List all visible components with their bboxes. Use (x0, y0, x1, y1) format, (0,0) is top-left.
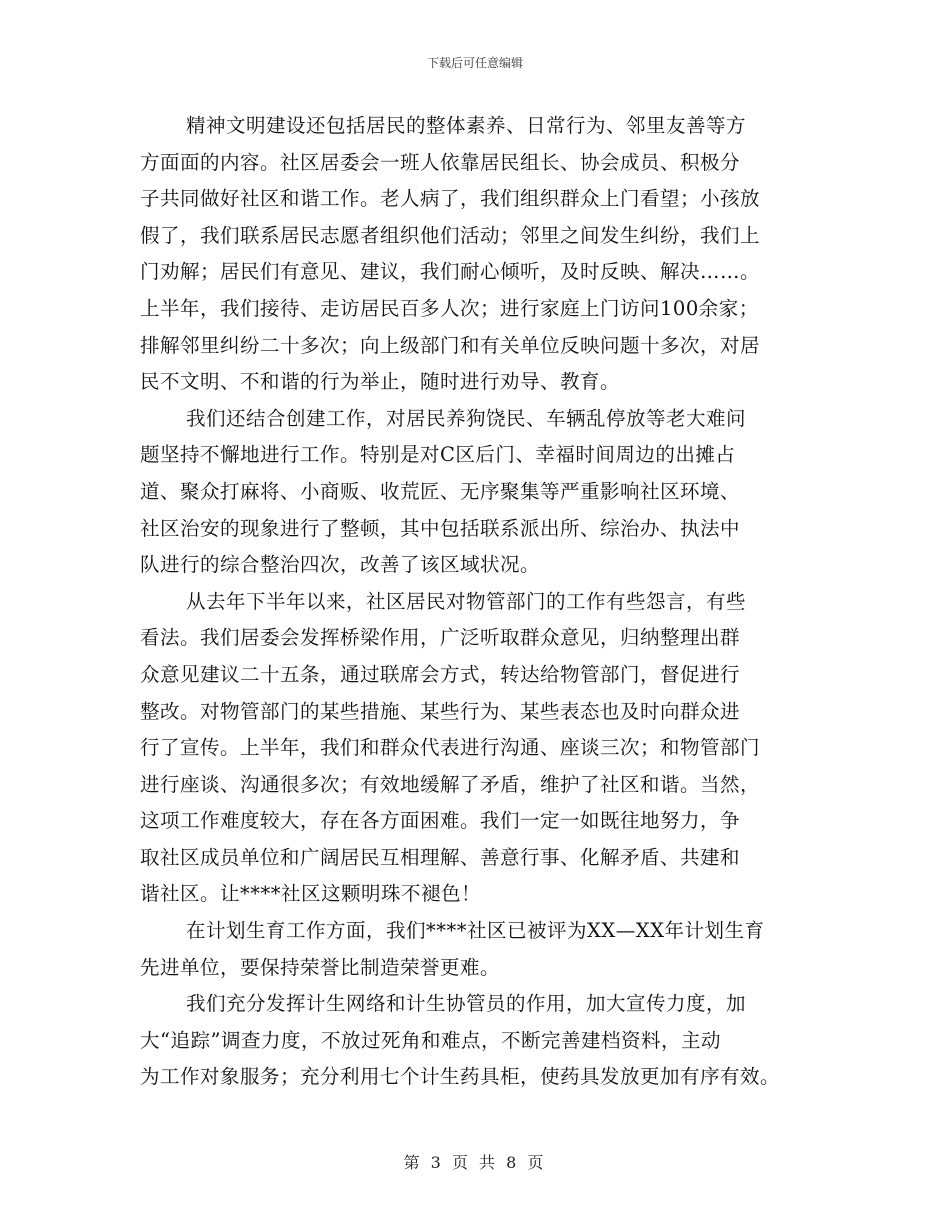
text-line: 上半年，我们接待、走访居民百多人次；进行家庭上门访问100余家； (140, 296, 759, 320)
text-line: 门劝解；居民们有意见、建议，我们耐心倾听，及时反映、解决……。 (140, 260, 761, 284)
text-line: 道、聚众打麻将、小商贩、收荒匠、无序聚集等严重影响社区环境、 (140, 479, 741, 503)
document-body (140, 108, 830, 1096)
text-line: 队进行的综合整治四次，改善了该区域状况。 (140, 553, 541, 577)
text-line: 进行座谈、沟通很多次；有效地缓解了矛盾，维护了社区和谐。当然， (140, 772, 761, 796)
text-line: 社区治安的现象进行了整顿，其中包括联系派出所、综治办、执法中 (140, 516, 741, 540)
text-line: 我们还结合创建工作，对居民养狗饶民、车辆乱停放等老大难问 (186, 406, 747, 430)
page-number: 第 3 页 共 8 页 (403, 1153, 547, 1172)
text-line: 假了，我们联系居民志愿者组织他们活动；邻里之间发生纠纷，我们上 (140, 223, 761, 247)
text-line: 谐社区。让****社区这颗明珠不褪色！ (140, 882, 482, 906)
text-line: 从去年下半年以来，社区居民对物管部门的工作有些怨言，有些 (186, 589, 747, 613)
text-line: 在计划生育工作方面，我们****社区已被评为XX—XX年计划生育 (186, 919, 765, 943)
text-line: 子共同做好社区和谐工作。老人病了，我们组织群众上门看望；小孩放 (140, 187, 761, 211)
page-header-note: 下载后可任意编辑 (426, 56, 523, 70)
text-line: 整改。对物管部门的某些措施、某些行为、某些表态也及时向群众进 (140, 699, 741, 723)
text-line: 精神文明建设还包括居民的整体素养、日常行为、邻里友善等方 (186, 114, 747, 137)
text-line: 为工作对象服务；充分利用七个计生药具柜，使药具发放更加有序有效。 (140, 1065, 781, 1089)
text-line: 众意见建议二十五条，通过联席会方式，转达给物管部门，督促进行 (140, 662, 741, 686)
text-line: 这项工作难度较大，存在各方面困难。我们一定一如既往地努力，争 (140, 809, 741, 833)
text-line: 大“追踪”调查力度，不放过死角和难点，不断完善建档资料，主动 (140, 1028, 721, 1052)
text-line: 看法。我们居委会发挥桥梁作用，广泛听取群众意见，归纳整理出群 (140, 626, 741, 650)
text-line: 民不文明、不和谐的行为举止，随时进行劝导、教育。 (140, 370, 621, 394)
text-line: 我们充分发挥计生网络和计生协管员的作用，加大宣传力度，加 (186, 992, 747, 1016)
text-line: 行了宣传。上半年，我们和群众代表进行沟通、座谈三次；和物管部门 (140, 736, 761, 760)
text-line: 方面面的内容。社区居委会一班人依靠居民组长、协会成员、积极分 (140, 150, 741, 174)
text-line: 排解邻里纠纷二十多次；向上级部门和有关单位反映问题十多次，对居 (140, 333, 761, 357)
text-line: 先进单位，要保持荣誉比制造荣誉更难。 (140, 955, 501, 979)
text-line: 取社区成员单位和广阔居民互相理解、善意行事、化解矛盾、共建和 (140, 845, 741, 869)
text-line: 题坚持不懈地进行工作。特别是对C区后门、幸福时间周边的出摊占 (140, 443, 736, 467)
